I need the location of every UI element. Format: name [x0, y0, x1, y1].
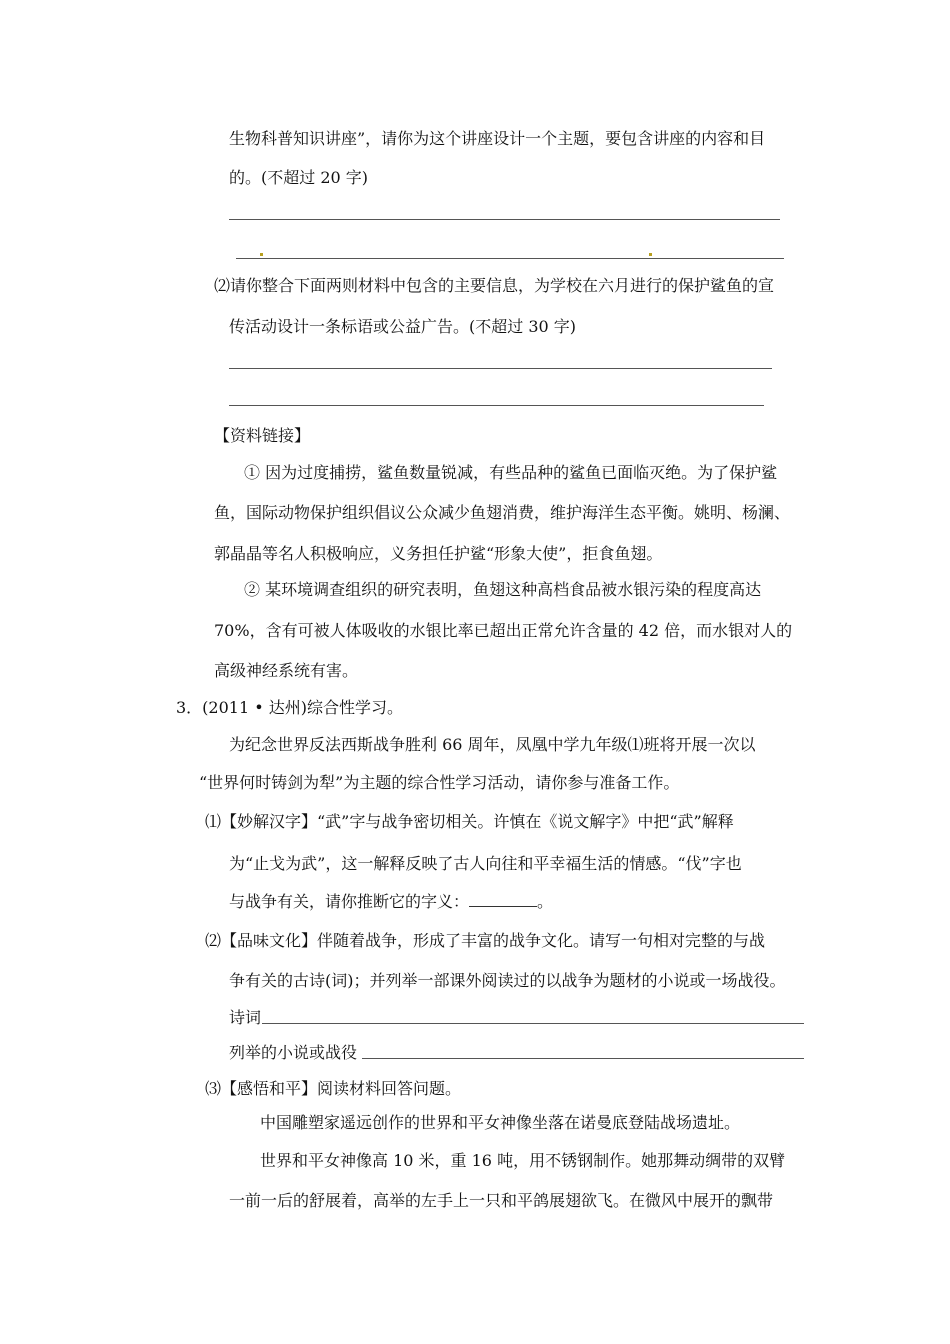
meaning-answer-blank[interactable] [469, 892, 537, 907]
q3-part1-end: 。 [537, 892, 554, 911]
reading-line3: 一前一后的舒展着，高举的左手上一只和平鸽展翅欲飞。在微风中展开的飘带 [229, 1191, 774, 1210]
q3-intro-line1: 为纪念世界反法西斯战争胜利 66 周年，凤凰中学九年级⑴班将开展一次以 [229, 735, 756, 754]
q3-title: 3．(2011 • 达州)综合性学习。 [176, 698, 403, 717]
reading-line1: 中国雕塑家遥远创作的世界和平女神像坐落在诺曼底登陆战场遗址。 [260, 1113, 741, 1132]
q3-part3-line1: ⑶【感悟和平】阅读材料回答问题。 [205, 1079, 462, 1098]
q3-part1-prompt: 与战争有关，请你推断它的字义： [229, 892, 470, 911]
material-2-line2: 70%，含有可被人体吸收的水银比率已超出正常允许含量的 42 倍，而水银对人的 [214, 621, 793, 640]
answer-line-1[interactable] [229, 219, 780, 220]
q3-part1-line2: 为“止戈为武”，这一解释反映了古人向往和平幸福生活的情感。“伐”字也 [229, 854, 742, 873]
q2-text-line2: 的。(不超过 20 字) [229, 168, 369, 187]
q3-part1-line3 [229, 892, 553, 912]
material-1-line1: ① 因为过度捕捞，鲨鱼数量锐减，有些品种的鲨鱼已面临灭绝。为了保护鲨 [244, 463, 778, 482]
mark-dot-1 [260, 253, 263, 256]
answer-line-4[interactable] [229, 405, 764, 406]
reference-heading: 【资料链接】 [214, 426, 311, 445]
q3-part2-line2: 争有关的古诗(词)；并列举一部课外阅读过的以战争为题材的小说或一场战役。 [229, 971, 786, 990]
q3-part1-line1: ⑴【妙解汉字】“武”字与战争密切相关。许慎在《说文解字》中把“武”解释 [205, 812, 734, 831]
reading-line2: 世界和平女神像高 10 米，重 16 吨，用不锈钢制作。她那舞动绸带的双臂 [260, 1151, 786, 1170]
q3-intro-line2: “世界何时铸剑为犁”为主题的综合性学习活动，请你参与准备工作。 [199, 773, 680, 792]
poem-label: 诗词 [229, 1008, 262, 1027]
q2-part2-line1: ⑵请你整合下面两则材料中包含的主要信息，为学校在六月进行的保护鲨鱼的宣 [214, 276, 775, 295]
novel-answer-line[interactable] [362, 1058, 804, 1059]
material-1-line3: 郭晶晶等名人积极响应，义务担任护鲨“形象大使”，拒食鱼翅。 [214, 544, 663, 563]
q3-part2-line1: ⑵【品味文化】伴随着战争，形成了丰富的战争文化。请写一句相对完整的与战 [205, 931, 766, 950]
answer-line-3[interactable] [229, 368, 772, 369]
novel-label: 列举的小说或战役 [229, 1043, 358, 1062]
material-1-line2: 鱼，国际动物保护组织倡议公众减少鱼翅消费，维护海洋生态平衡。姚明、杨澜、 [214, 503, 791, 522]
q2-text-line1: 生物科普知识讲座”，请你为这个讲座设计一个主题，要包含讲座的内容和目 [229, 129, 766, 148]
q2-part2-line2: 传活动设计一条标语或公益广告。(不超过 30 字) [229, 317, 577, 336]
mark-dot-2 [649, 253, 652, 256]
poem-answer-line[interactable] [262, 1023, 804, 1024]
material-2-line1: ② 某环境调查组织的研究表明，鱼翅这种高档食品被水银污染的程度高达 [244, 580, 762, 599]
material-2-line3: 高级神经系统有害。 [214, 661, 359, 680]
answer-line-2[interactable] [236, 258, 784, 259]
